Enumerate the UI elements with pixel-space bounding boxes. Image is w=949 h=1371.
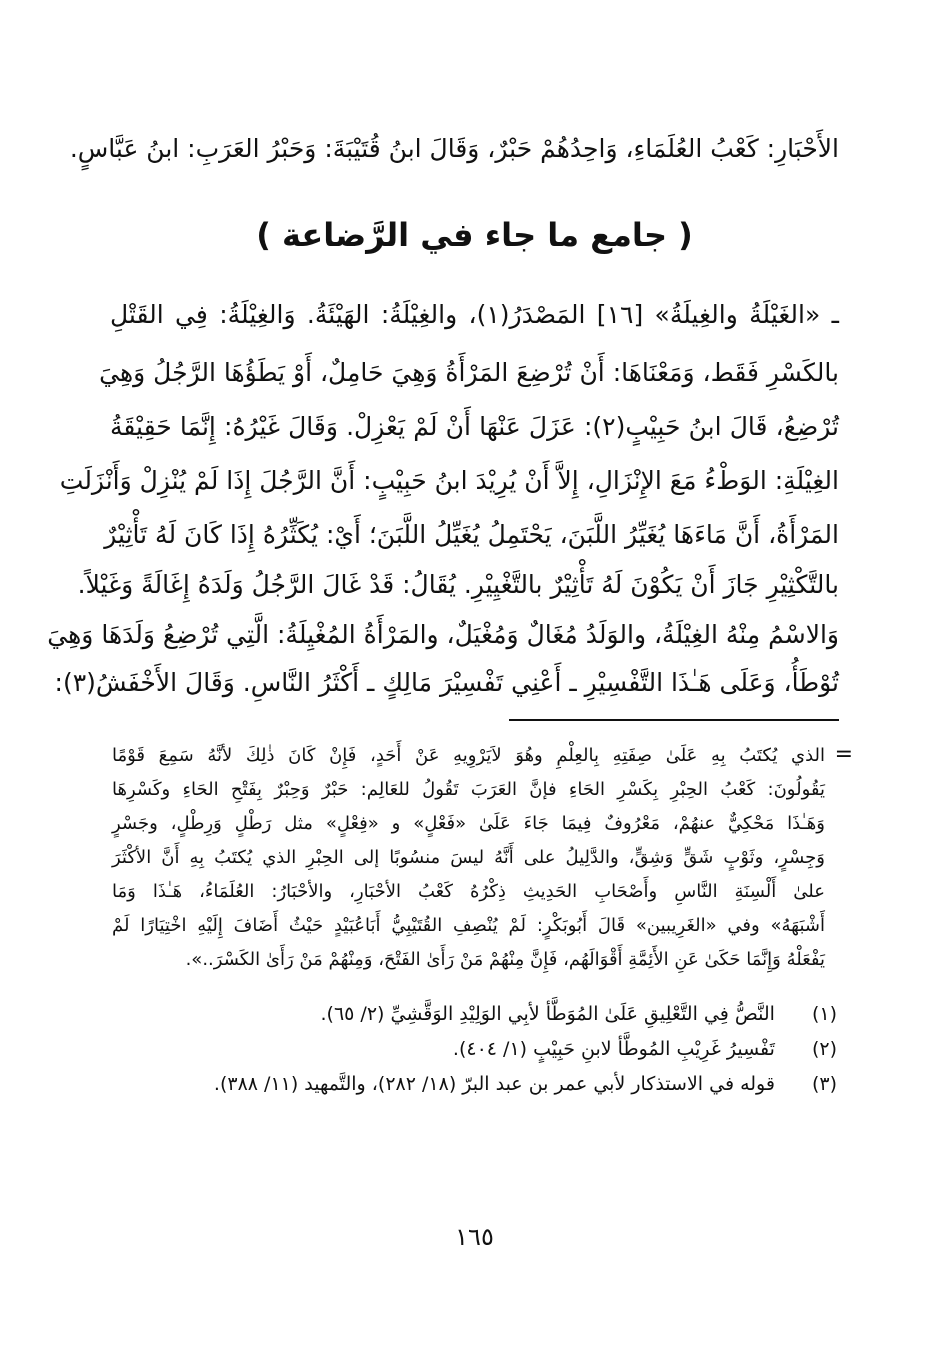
body-line: تُوْطَأُ، وَعَلَى هَـٰذَا التَّفْسِيْرِ ـ أَعْنِي تَفْسِيْرَ مَالِكٍ ـ أَكْثَرُ النَّاسِ. وَقَالَ الأَخْفَشُ(٣): bbox=[54, 668, 839, 697]
body-line: بالكَسْرِ فَقَط، وَمَعْنَاهَا: أَنْ تُرْضِعَ المَرْأَةُ وَهِيَ حَامِلٌ، أَوْ يَطَؤُهَا الرَّجُلُ وَهِيَ bbox=[99, 358, 839, 387]
footnote-number: (٢) bbox=[811, 1038, 837, 1060]
footnote-2 bbox=[112, 1035, 837, 1063]
footnote-3 bbox=[112, 1070, 837, 1098]
section-heading: ( جامع ما جاء في الرَّضاعة ) bbox=[256, 216, 693, 254]
body-line: المَرْأَةُ، أَنَّ مَاءَهَا يُغَيِّرُ اللَّبَنَ، يَحْتَمِلُ يُغَيِّلُ اللَّبَنَ؛ أَيْ: يُكَثِّرُهُ إِذَا كَانَ لَهُ تَأْثِيْرٌ bbox=[104, 520, 839, 549]
footnote-text: قوله في الاستذكار لأبي عمر بن عبد البرّ (١٨/ ٢٨٢)، والتَّمهيد (١١/ ٣٨٨). bbox=[213, 1073, 775, 1095]
footnote-text: تَفْسِيرُ غَرِيْبِ المُوطَّأ لابنِ حَبِيْبٍ (١/ ٤٠٤). bbox=[452, 1038, 775, 1060]
footnote-number: (٣) bbox=[811, 1073, 837, 1095]
footnote-1 bbox=[112, 1000, 837, 1028]
body-line: وَالاسْمُ مِنْهُ الغِيْلَةُ، والوَلَدُ مُغَالٌ وَمُغْيَلٌ، والمَرْأَةُ المُغْيِلَةُ: الَّتِي تُرْضِعُ وَلَدَهَا وَهِيَ bbox=[47, 620, 839, 649]
footnote-line: وَجِسْرٍ، وثَوْبٍ شَقٍّ وَشِقٍّ، والدَّلِيلُ على أَنَّهُ ليسَ منسُوبًا إلى الحِبْرِ الذي يُكتَبُ بِهِ أَنَّ الأكْثَرَ bbox=[112, 847, 825, 868]
footnote-line: وَهَـٰذَا مَحْكِيٌّ عنهُمْ، مَعْرُوفٌ فِيمَا جَاءَ عَلَىٰ «فَعْلٍ» و «فِعْلٍ» مثل رَطْلٍ وَرِطْلٍ، وجَسْرٍ bbox=[112, 813, 825, 834]
body-line: ـ «الغَيْلَةُ والغِيلَةُ» [١٦] المَصْدَرُ(١)، والغِيْلَةُ: الهَيْئَةُ. وَالغِيْلَةُ: فِي القَتْلِ bbox=[110, 300, 839, 329]
footnote-text: النَّصُّ فِي التَّعْلِيقِ عَلَىٰ المُوَطَّأ لأبِي الوَلِيْدِ الوَقَّشِيِّ (٢/ ٦٥). bbox=[320, 1003, 775, 1025]
footnote-number: (١) bbox=[811, 1003, 837, 1025]
footnote-line: الذي يُكتَبُ بِهِ عَلَىٰ صِفَتِهِ بِالعِلْمِ وهُوَ لاَيَرْوِيهِ عَنْ أَحَدٍ، فَإِنْ كَانَ ذٰلِكَ لأنَّهُ سَمِعَ قَوْمًا bbox=[112, 745, 825, 766]
footnote-line: يَقُولُونَ: كَعْبُ الحِبْرِ بِكَسْرِ الحَاءِ فإنَّ العَرَبَ تَقُولُ للعَالِم: حَبْرٌ وَحِبْرٌ بِفَتْحِ الحَاءِ وكَسْرِهَا bbox=[112, 779, 825, 800]
body-line: بالتَّكْثِيْرِ جَازَ أَنْ يَكُوْنَ لَهُ تَأْثِيْرٌ بالتَّغْيِيْرِ. يُقَالُ: قَدْ غَالَ الرَّجُلُ وَلَدَهُ إِغَالَةً وَغَيْلاً. bbox=[77, 570, 839, 599]
continuation-mark: = bbox=[834, 742, 853, 767]
footnote-line: علىٰ أَلْسِنَةِ النَّاسِ وأَصْحَابِ الحَدِيثِ ذِكْرُهُ كَعْبُ الأحْبَارِ، والأحْبَارُ: العُلَمَاءُ، هَـٰذَا وَمَا bbox=[112, 881, 825, 902]
footnote-line: أَشْبَهَهُ» وفي «الغَرِيبين» قَالَ أَبُوبَكْرٍ: لَمْ يُنْصِفِ القُتَيْبِيُّ أَبَاعُبَيْدٍ حَيْثُ أَضَافَ إِلَيْهِ اخْتِيَارًا لَمْ bbox=[112, 915, 825, 936]
top-continuation-line: الأَحْبَارِ: كَعْبُ العُلَمَاءِ، وَاحِدُهُمْ حَبْرٌ، وَقَالَ ابنُ قُتَيْبَةَ: وَحَبْرُ العَرَبِ: ابنُ عَبَّاسٍ. bbox=[69, 134, 839, 163]
body-line: الغِيْلَةِ: الوَطْءُ مَعَ الإِنْزَالِ، إِلاَّ أَنْ يُرِيْدَ ابنُ حَبِيْبٍ: أَنَّ الرَّجُلَ إِذَا لَمْ يُنْزِلْ وَأَنْزَلَتِ bbox=[59, 466, 839, 495]
page-number: ١٦٥ bbox=[455, 1223, 494, 1251]
body-line: تُرْضِعُ، قَالَ ابنُ حَبِيْبٍ(٢): عَزَلَ عَنْهَا أَنْ لَمْ يَعْزِلْ. وَقَالَ غَيْرُهُ: إِنَّمَا حَقِيْقَةُ bbox=[110, 412, 839, 441]
footnote-separator bbox=[509, 719, 839, 721]
footnote-line: يَفْعَلْهُ وَإِنَّمَا حَكَىٰ عَنِ الأَئِمَّةِ أَقْوَالَهُم، فَإِنَّ مِنْهُمْ مَنْ رَأَىٰ الفَتْحَ، وَمِنْهُمْ مَنْ رَأَىٰ الكَسْرَ..». bbox=[185, 949, 825, 970]
